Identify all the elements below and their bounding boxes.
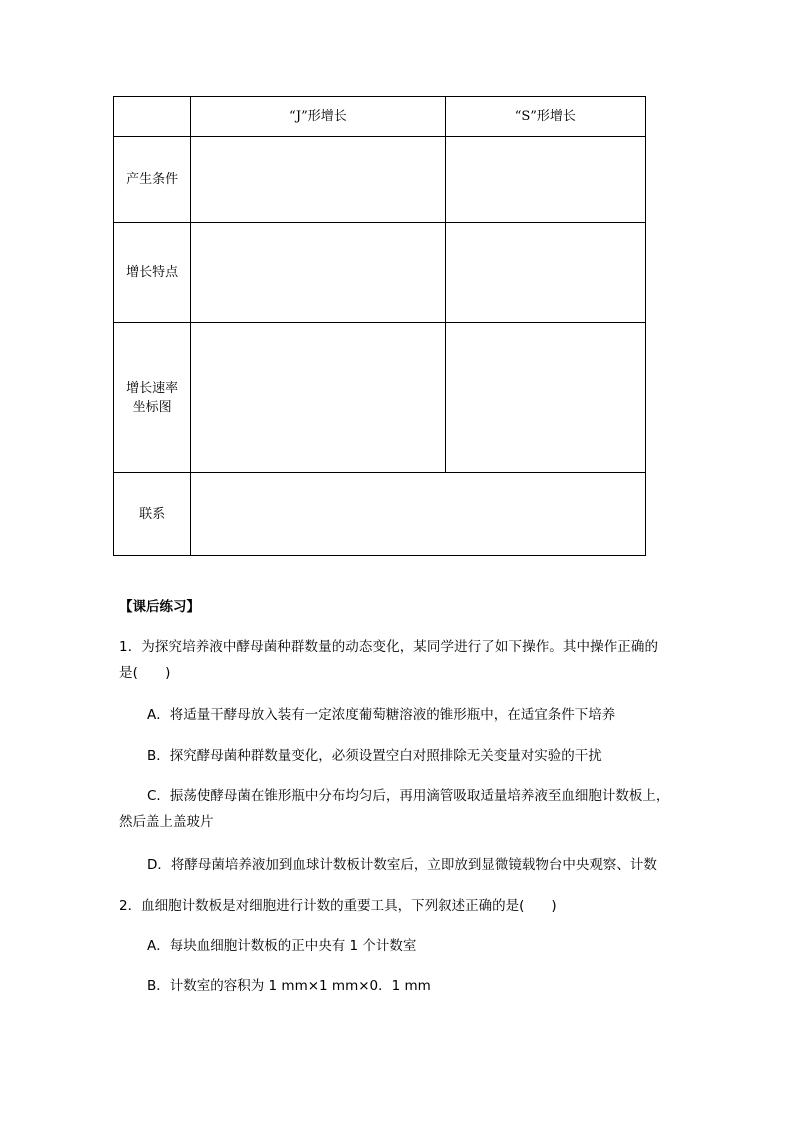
header-j-growth: “J”形增长 (191, 97, 445, 137)
empty-cell-s-features[interactable] (445, 223, 645, 323)
population-growth-table (113, 96, 646, 556)
section-title: 【课后练习】 (119, 599, 200, 615)
q1-option-b[interactable]: B．探究酵母菌种群数量变化，必须设置空白对照排除无关变量对实验的干扰 (147, 748, 602, 764)
header-s-growth: “S”形增长 (445, 97, 645, 137)
q2-option-a[interactable]: A．每块血细胞计数板的正中央有 1 个计数室 (147, 938, 417, 954)
row-label-graph-line1: 增长速率 (126, 380, 179, 396)
row-label-graph-line2: 坐标图 (132, 399, 172, 415)
question-1 (119, 634, 679, 686)
q1-option-c-line2: 然后盖上盖玻片 (119, 814, 214, 830)
row-label-conditions: 产生条件 (114, 137, 191, 223)
q1-option-d[interactable]: D．将酵母菌培养液加到血球计数板计数室后，立即放到显微镜载物台中央观察、计数 (147, 857, 657, 873)
row-label-graph (114, 323, 191, 473)
empty-cell-s-conditions[interactable] (445, 137, 645, 223)
q1-option-c[interactable] (119, 783, 682, 835)
table-header-row (114, 97, 646, 137)
q1-option-a[interactable]: A．将适量干酵母放入装有一定浓度葡萄糖溶液的锥形瓶中，在适宜条件下培养 (147, 707, 616, 723)
q1-option-c-line1: C．振荡使酵母菌在锥形瓶中分布均匀后，再用滴管吸取适量培养液至血细胞计数板上， (147, 788, 670, 804)
table-row (114, 323, 646, 473)
question-2-stem: 2．血细胞计数板是对细胞进行计数的重要工具，下列叙述正确的是( ) (119, 898, 557, 914)
q1-stem-line1: 1．为探究培养液中酵母菌种群数量的动态变化，某同学进行了如下操作。其中操作正确的 (119, 639, 659, 655)
empty-cell-s-graph[interactable] (445, 323, 645, 473)
empty-cell-j-features[interactable] (191, 223, 445, 323)
row-label-features: 增长特点 (114, 223, 191, 323)
table-row (114, 137, 646, 223)
q2-option-b[interactable]: B．计数室的容积为 1 mm×1 mm×0．1 mm (147, 978, 431, 994)
table-row (114, 223, 646, 323)
empty-cell-relation[interactable] (191, 473, 646, 556)
table-corner-cell (114, 97, 191, 137)
row-label-relation: 联系 (114, 473, 191, 556)
empty-cell-j-graph[interactable] (191, 323, 445, 473)
q1-stem-line2: 是( ) (119, 665, 171, 681)
table-row (114, 473, 646, 556)
empty-cell-j-conditions[interactable] (191, 137, 445, 223)
